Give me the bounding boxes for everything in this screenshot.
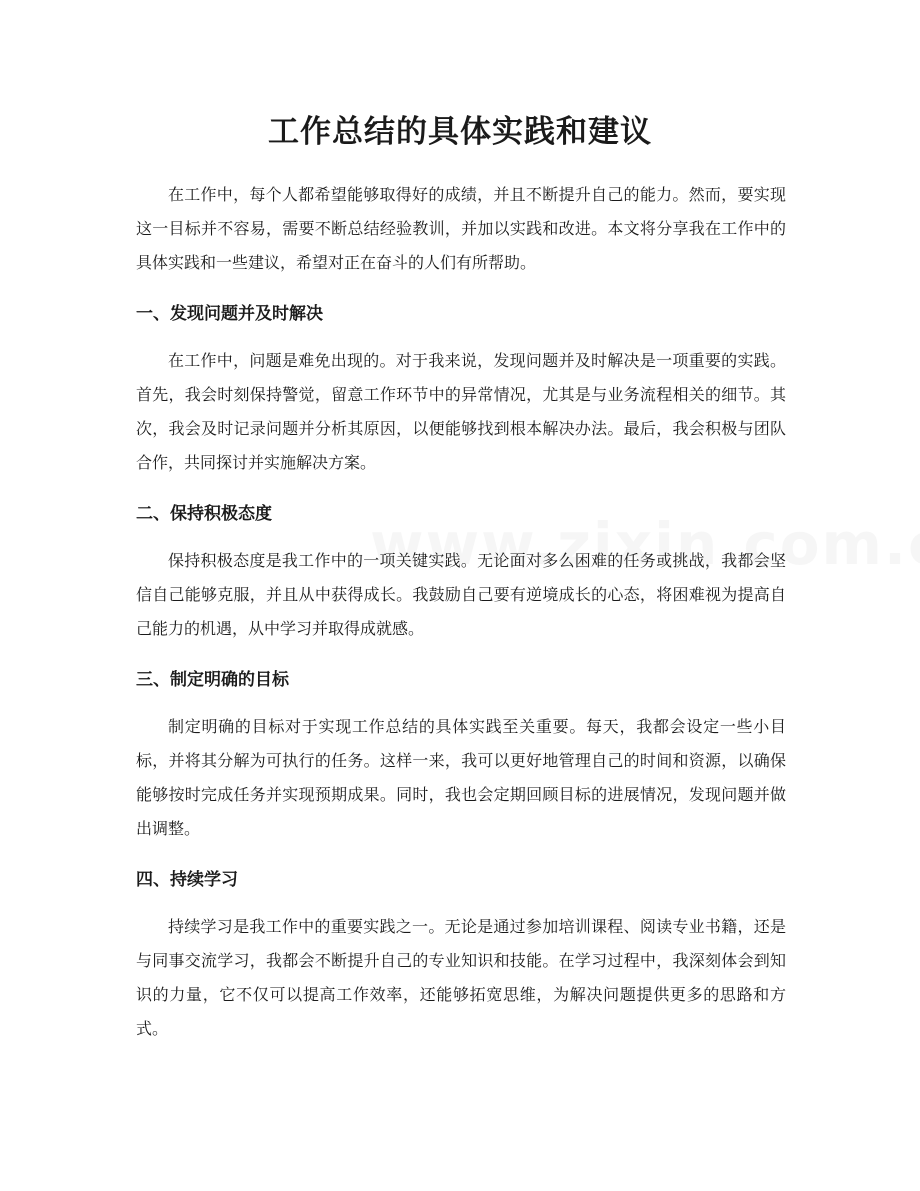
section-3 (136, 664, 786, 846)
section-paragraph: 在工作中，问题是难免出现的。对于我来说，发现问题并及时解决是一项重要的实践。首先，我会时刻保持警觉，留意工作环节中的异常情况，尤其是与业务流程相关的细节。其次，我会及时记录问题并分析其原因，以便能够找到根本解决办法。最后，我会积极与团队合作，共同探讨并实施解决方案。 (136, 351, 786, 472)
section-heading: 二、保持积极态度 (136, 504, 272, 524)
section-heading: 三、制定明确的目标 (136, 670, 289, 690)
section-heading: 一、发现问题并及时解决 (136, 304, 323, 324)
section-2 (136, 498, 786, 646)
section-heading: 四、持续学习 (136, 870, 238, 890)
page-title: 工作总结的具体实践和建议 (268, 114, 652, 150)
section-paragraph: 持续学习是我工作中的重要实践之一。无论是通过参加培训课程、阅读专业书籍，还是与同事交流学习，我都会不断提升自己的专业知识和技能。在学习过程中，我深刻体会到知识的力量，它不仅可以提高工作效率，还能够拓宽思维，为解决问题提供更多的思路和方式。 (136, 917, 786, 1038)
section-4 (136, 864, 786, 1046)
section-1 (136, 298, 786, 480)
section-paragraph: 保持积极态度是我工作中的一项关键实践。无论面对多么困难的任务或挑战，我都会坚信自己能够克服，并且从中获得成长。我鼓励自己要有逆境成长的心态，将困难视为提高自己能力的机遇，从中学习并取得成就感。 (136, 551, 786, 638)
intro-paragraph: 在工作中，每个人都希望能够取得好的成绩，并且不断提升自己的能力。然而，要实现这一目标并不容易，需要不断总结经验教训，并加以实践和改进。本文将分享我在工作中的具体实践和一些建议，希望对正在奋斗的人们有所帮助。 (136, 185, 786, 272)
document-body (136, 178, 786, 1046)
section-paragraph: 制定明确的目标对于实现工作总结的具体实践至关重要。每天，我都会设定一些小目标，并将其分解为可执行的任务。这样一来，我可以更好地管理自己的时间和资源，以确保能够按时完成任务并实现预期成果。同时，我也会定期回顾目标的进展情况，发现问题并做出调整。 (136, 717, 786, 838)
